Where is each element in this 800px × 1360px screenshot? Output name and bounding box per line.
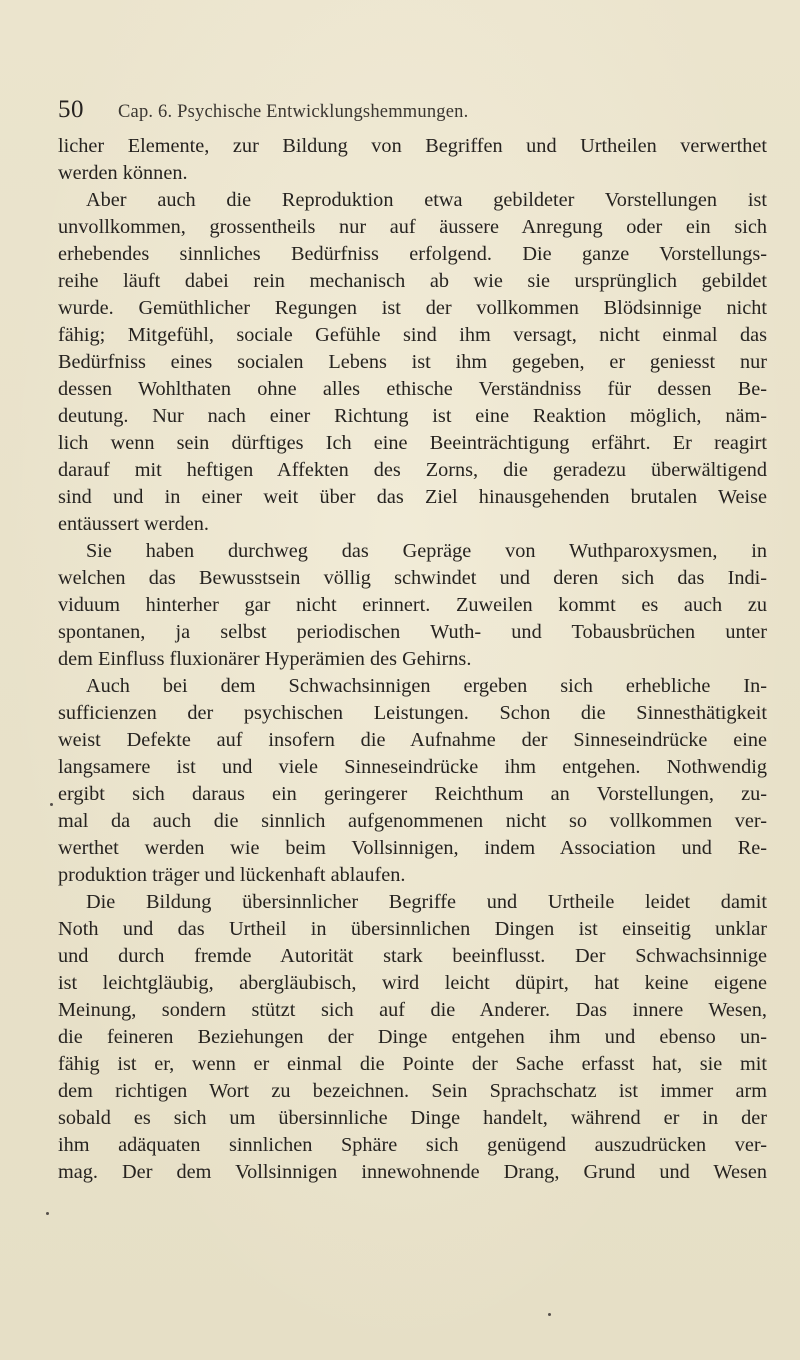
text-line: ergibt sich daraus ein geringerer Reichthum an Vorstellungen, zu- <box>58 783 767 805</box>
text-line: ist leichtgläubig, abergläubisch, wird leicht düpirt, hat keine eigene <box>58 972 767 994</box>
page-number: 50 <box>58 96 84 123</box>
text-line: fähig ist er, wenn er einmal die Pointe der Sache erfasst hat, sie mit <box>58 1053 767 1075</box>
text-line: Auch bei dem Schwachsinnigen ergeben sich erhebliche In- <box>86 675 767 697</box>
text-line: Sie haben durchweg das Gepräge von Wuthparoxysmen, in <box>86 540 767 562</box>
text-line: licher Elemente, zur Bildung von Begriffen und Urtheilen verwerthet <box>58 135 767 157</box>
running-head-title: Cap. 6. Psychische Entwicklungshemmungen. <box>118 102 469 122</box>
text-line: Aber auch die Reproduktion etwa gebildeter Vorstellungen ist <box>86 189 767 211</box>
text-line: ihm adäquaten sinnlichen Sphäre sich genügend auszudrücken ver- <box>58 1134 767 1156</box>
text-line: dessen Wohlthaten ohne alles ethische Verständniss für dessen Be- <box>58 378 767 400</box>
text-line: dem richtigen Wort zu bezeichnen. Sein Sprachschatz ist immer arm <box>58 1080 767 1102</box>
text-line: und durch fremde Autorität stark beeinflusst. Der Schwachsinnige <box>58 945 767 967</box>
text-line: fähig; Mitgefühl, sociale Gefühle sind ihm versagt, nicht einmal das <box>58 324 767 346</box>
text-line: Bedürfniss eines socialen Lebens ist ihm gegeben, er geniesst nur <box>58 351 767 373</box>
text-line: entäussert werden. <box>58 513 209 535</box>
text-line: erhebendes sinnliches Bedürfniss erfolgend. Die ganze Vorstellungs- <box>58 243 767 265</box>
text-line: sind und in einer weit über das Ziel hinausgehenden brutalen Weise <box>58 486 767 508</box>
text-line: Noth und das Urtheil in übersinnlichen Dingen ist einseitig unklar <box>58 918 767 940</box>
text-line: welchen das Bewusstsein völlig schwindet und deren sich das Indi- <box>58 567 767 589</box>
text-line: Meinung, sondern stützt sich auf die Anderer. Das innere Wesen, <box>58 999 767 1021</box>
text-line: werden können. <box>58 162 188 184</box>
text-line: spontanen, ja selbst periodischen Wuth- und Tobausbrüchen unter <box>58 621 767 643</box>
body-text <box>58 133 767 1186</box>
text-line: sobald es sich um übersinnliche Dinge handelt, während er in der <box>58 1107 767 1129</box>
text-line: reihe läuft dabei rein mechanisch ab wie sie ursprünglich gebildet <box>58 270 767 292</box>
text-line: lich wenn sein dürftiges Ich eine Beeinträchtigung erfährt. Er reagirt <box>58 432 767 454</box>
text-line: darauf mit heftigen Affekten des Zorns, die geradezu überwältigend <box>58 459 767 481</box>
paper-speck <box>548 1313 551 1316</box>
paper-speck <box>46 1212 49 1215</box>
text-line: mal da auch die sinnlich aufgenommenen nicht so vollkommen ver- <box>58 810 767 832</box>
text-line: produktion träger und lückenhaft ablaufen. <box>58 864 406 886</box>
running-head <box>58 96 758 126</box>
text-line: viduum hinterher gar nicht erinnert. Zuweilen kommt es auch zu <box>58 594 767 616</box>
text-line: unvollkommen, grossentheils nur auf äussere Anregung oder ein sich <box>58 216 767 238</box>
text-line: Die Bildung übersinnlicher Begriffe und Urtheile leidet damit <box>86 891 767 913</box>
text-line: weist Defekte auf insofern die Aufnahme der Sinneseindrücke eine <box>58 729 767 751</box>
text-line: mag. Der dem Vollsinnigen innewohnende Drang, Grund und Wesen <box>58 1161 767 1183</box>
text-line: wurde. Gemüthlicher Regungen ist der vollkommen Blödsinnige nicht <box>58 297 767 319</box>
paper-speck <box>50 803 53 806</box>
text-line: dem Einfluss fluxionärer Hyperämien des Gehirns. <box>58 648 472 670</box>
text-line: die feineren Beziehungen der Dinge entgehen ihm und ebenso un- <box>58 1026 767 1048</box>
text-line: sufficienzen der psychischen Leistungen. Schon die Sinnesthätigkeit <box>58 702 767 724</box>
text-line: deutung. Nur nach einer Richtung ist eine Reaktion möglich, näm- <box>58 405 767 427</box>
text-line: langsamere ist und viele Sinneseindrücke ihm entgehen. Nothwendig <box>58 756 767 778</box>
text-line: werthet werden wie beim Vollsinnigen, indem Association und Re- <box>58 837 767 859</box>
